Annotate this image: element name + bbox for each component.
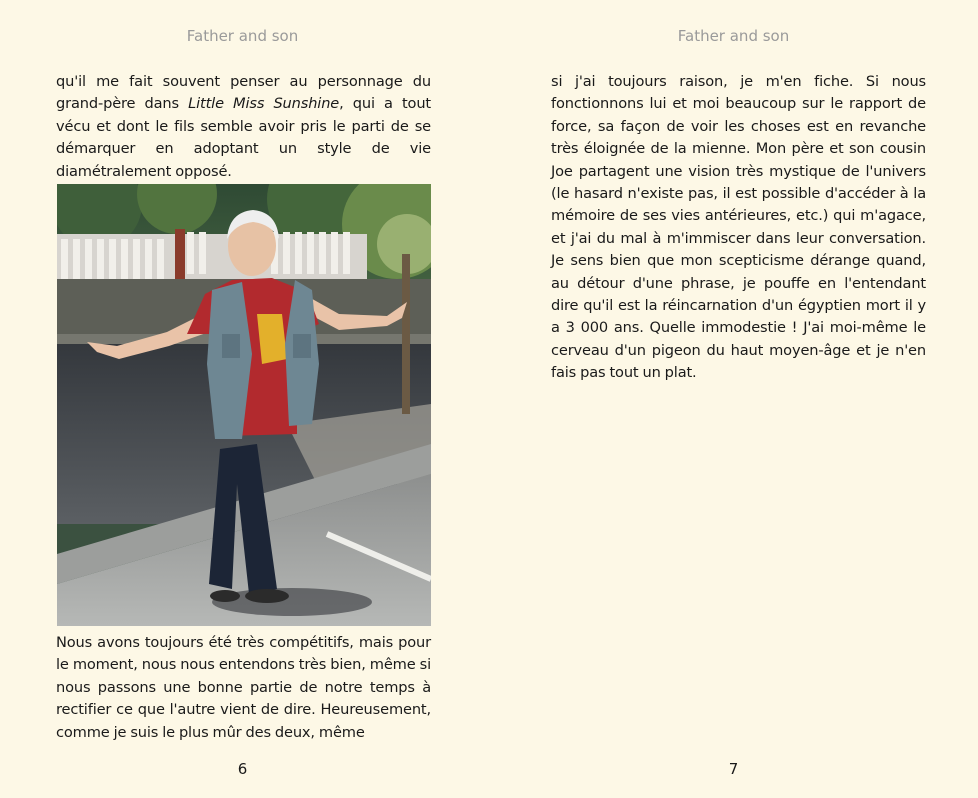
left-paragraph-1-end: , qui a tout vécu et dont le fils semble avoir pris le parti de se démarquer en adoptant un style de vie diamétralement opposé. [56,95,431,180]
running-head-left: Father and son [186,27,299,45]
right-paragraph-1: si j'ai toujours raison, je m'en fiche. Si nous fonctionnons lui et moi beaucoup sur le rapport de force, sa façon de voir les choses est en revanche très éloignée de la mienne. Mon père et son cousin Joe partagent une vision très mystique de l'univers (le hasard n'existe pas, il est possible d'accéder à la mémoire de ses vies antérieures, etc.) qui m'agace, et j'ai du mal à m'immiscer dans leur conversation. Je sens bien que mon scepticisme dérange quand, au détour d'une phrase, je pouffe en l'entendant dire qu'il est la réincarnation d'un égyptien mort il y a 3 000 ans. Quelle immodestie ! J'ai moi-même le cerveau d'un pigeon du haut moyen-âge et je n'en fais pas tout un plat. [551,73,926,382]
running-head-right: Father and son [677,27,790,45]
film-title: Little Miss Sunshine [188,95,340,113]
left-paragraph-2: Nous avons toujours été très compétitifs, mais pour le moment, nous nous entendons très bien, même si nous passons une bonne partie de notre temps à rectifier ce que l'autre vient de dire. Heureusement, comme je suis le plus mûr des deux, même [56,634,431,741]
photo-man-arms-outstretched [57,184,431,626]
left-paragraph-1 [56,71,431,183]
page-number-right: 7 [728,760,739,778]
right-page [489,0,978,798]
page-number-left: 6 [237,760,248,778]
left-paragraph-1-start: qu'il me fait souvent penser au personnage du grand-père dans [56,73,431,113]
